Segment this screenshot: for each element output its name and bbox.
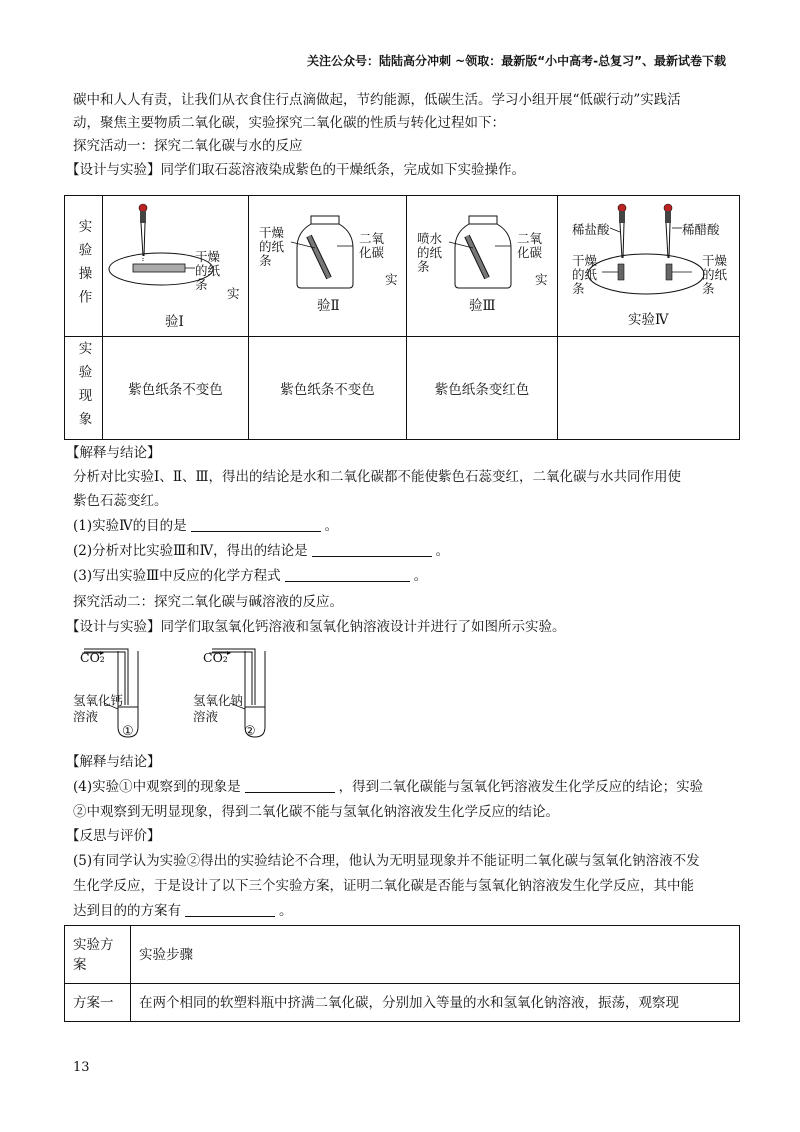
exp2-cell [249, 196, 407, 337]
question-2: (2)分析对比实验Ⅲ和Ⅳ，得出的结论是 。 [73, 543, 450, 559]
exp3-name: 验Ⅲ [469, 298, 496, 314]
exp2-tail: 实 [385, 272, 398, 287]
exp1-tail: 实 [227, 286, 240, 301]
explain1-title: 【解释与结论】 [66, 445, 161, 461]
activity2-title: 探究活动二：探究二氧化碳与碱溶液的反应。 [73, 594, 343, 610]
exp4-acid-left-label: 稀盐酸 [572, 222, 610, 237]
exp2-phenomenon: 紫色纸条不变色 [249, 337, 407, 440]
tube1-number: ① [122, 724, 134, 739]
exp4-paper-right-label: 干燥的纸条 [702, 253, 728, 296]
tube1-gas-label: CO₂ [80, 650, 105, 665]
intro-line-1: 碳中和人人有责，让我们从衣食住行点滴做起，节约能源，低碳生活。学习小组开展“低碳行动”实践活 [73, 92, 681, 108]
exp3-cell [407, 196, 558, 337]
question-1: (1)实验Ⅳ的目的是 。 [73, 518, 339, 534]
page-number: 13 [73, 1060, 90, 1075]
answer-blank-1[interactable] [191, 517, 321, 532]
exp2-paper-label: 干燥的纸条 [259, 225, 285, 268]
page-header: 关注公众号：陆陆高分冲刺 ~领取：最新版“小中高考-总复习”、最新试卷下载 [307, 54, 726, 68]
tube2-number: ② [244, 724, 256, 739]
exp4-phenomenon [558, 337, 740, 440]
exp4-name: 实验Ⅳ [628, 312, 669, 328]
exp1-paper-label: 干燥的纸条 [195, 249, 221, 292]
tube1-solution-label: 氢氧化钙溶液 [73, 693, 124, 724]
design2-text: 【设计与实验】同学们取氢氧化钙溶液和氢氧化钠溶液设计并进行了如图所示实验。 [66, 619, 566, 635]
plan-row1-col2: 在两个相同的软塑料瓶中挤满二氧化碳，分别加入等量的水和氢氧化钠溶液，振荡，观察现 [131, 984, 740, 1022]
exp2-gas-label: 二氧化碳 [359, 231, 385, 260]
exp4-cell [558, 196, 740, 337]
explain1-line-2: 紫色石蕊变红。 [73, 493, 168, 509]
answer-blank-3[interactable] [285, 567, 410, 582]
plan-row1-col1: 方案一 [65, 984, 131, 1022]
exp3-paper-label: 喷水的纸条 [417, 231, 443, 274]
row-head-phenomenon: 实验现象 [65, 337, 103, 440]
explain2-title: 【解释与结论】 [66, 754, 161, 770]
exp4-acid-right-label: 稀醋酸 [682, 222, 720, 237]
question-5-line-1: (5)有同学认为实验②得出的实验结论不合理，他认为无明显现象并不能证明二氧化碳与氢氧化钠溶液不发 [73, 853, 700, 869]
question-3: (3)写出实验Ⅲ中反应的化学方程式 。 [73, 568, 428, 584]
explain1-line-1: 分析对比实验Ⅰ、Ⅱ、Ⅲ，得出的结论是水和二氧化碳都不能使紫色石蕊变红，二氧化碳与水共同作用使 [73, 469, 682, 485]
plan-head-col1: 实验方案 [65, 926, 131, 984]
answer-blank-4[interactable] [245, 778, 335, 793]
exp3-tail: 实 [535, 272, 548, 287]
exp3-phenomenon: 紫色纸条变红色 [407, 337, 558, 440]
exp4-paper-left-label: 干燥的纸条 [572, 253, 598, 296]
plan-table [64, 925, 740, 1022]
tube2-solution-label: 氢氧化钠溶液 [193, 693, 244, 724]
question-5-line-3: 达到目的的方案有 。 [73, 903, 293, 919]
activity1-title: 探究活动一：探究二氧化碳与水的反应 [73, 138, 303, 154]
plan-head-col2: 实验步骤 [131, 926, 740, 984]
row-head-operation: 实验操作 [65, 196, 103, 337]
exp1-phenomenon: 紫色纸条不变色 [103, 337, 249, 440]
exp1-name: 验Ⅰ [165, 314, 184, 330]
question-4-line-2: ②中观察到无明显现象，得到二氧化碳不能与氢氧化钠溶液发生化学反应的结论。 [73, 804, 559, 820]
exp1-cell [103, 196, 249, 337]
question-4-line-1: (4)实验①中观察到的现象是 ，得到二氧化碳能与氢氧化钙溶液发生化学反应的结论；实验 [73, 779, 704, 795]
design1-text: 【设计与实验】同学们取石蕊溶液染成紫色的干燥纸条，完成如下实验操作。 [66, 162, 525, 178]
intro-line-2: 动，聚焦主要物质二氧化碳，实验探究二氧化碳的性质与转化过程如下： [73, 115, 505, 131]
experiment-table [64, 195, 740, 440]
answer-blank-5[interactable] [185, 902, 275, 917]
answer-blank-2[interactable] [312, 542, 432, 557]
exp3-gas-label: 二氧化碳 [517, 231, 543, 260]
question-5-line-2: 生化学反应，于是设计了以下三个实验方案，证明二氧化碳是否能与氢氧化钠溶液发生化学反应，其中能 [73, 878, 694, 894]
exp2-name: 验Ⅱ [317, 298, 340, 314]
tube2-gas-label: CO₂ [203, 650, 228, 665]
reflect-title: 【反思与评价】 [66, 828, 161, 844]
